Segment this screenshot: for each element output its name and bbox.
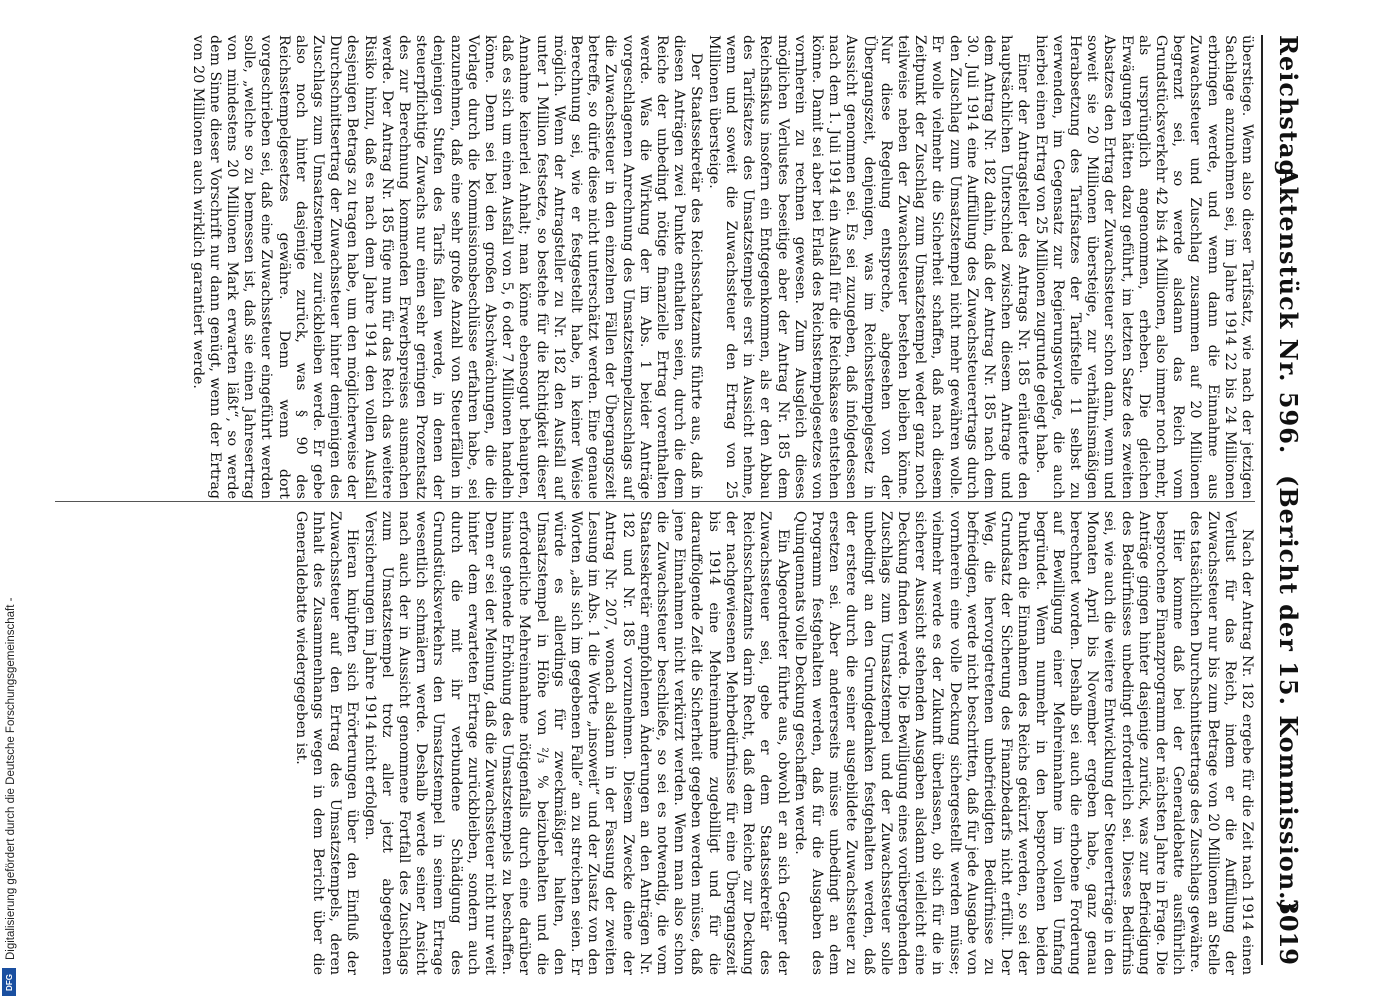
page-header — [1261, 35, 1309, 965]
paragraph: Der Staatssekretär des Reichsschatzamts führte aus, daß in diesen Anträgen zwei Punkte enthalten seien, durch die dem Reiche der unbedingt nötige finanzielle Ertrag vorenthalten werde. Was die Wirkung der im Abs. 1 beider Anträge vorgeschlagenen Anrechnung des Umsatzstempelzuschlags auf die Zuwachssteuer in den einzelnen Fällen der Übergangszeit betreffe, so dürfe diese nicht unterschätzt werden. Eine genaue Berechnung sei, wie er festgestellt habe, in keiner Weise möglich. Wenn der Antragsteller zu Nr. 182 den Ausfall auf unter 1 Million festsetze, so bestehe für die Richtigkeit dieser Annahme keinerlei Anhalt; man könne ebensogut behaupten, daß es sich um einen Ausfall von 5, 6 oder 7 Millionen handeln könne. Denn sei bei den großen Abschwächungen, die die Vorlage durch die Kommissionsbeschlüsse erfahren habe, sei anzunehmen, daß eine sehr große Anzahl von Steuerfällen in denjenigen Stufen des Tarifs fallen werde, in denen der steuerpflichtige Zuwachs nur einen sehr geringen Prozentsatz des zur Berechnung kommenden Erwerbspreises ausmachen werde. Der Antrag Nr. 185 füge nun für das Reich das weitere Risiko hinzu, daß es nach dem Jahre 1914 den vollen Ausfall desjenigen Betrags zu tragen habe, um den möglicherweise der Durchschnittsertrag der Zuwachssteuer hinter demjenigen des Zuschlags zum Umsatzstempel zurückbleiben werde. Er gebe also noch hinter dasjenige zurück, was § 90 des Reichsstempelgesetzes gewähre. Denn wenn dort vorgeschrieben sei, daß eine Zuwachssteuer eingeführt werden solle, „welche so zu bemessen ist, daß sie einen Jahresertrag von mindestens 20 Millionen Mark erwarten läßt“, so werde dem Sinne dieser Vorschrift nur dann genügt, wenn der Ertrag von 20 Millionen auch wirklich garantiert werde. — [189, 35, 705, 499]
right-column — [292, 511, 1255, 975]
header-chamber: Reichstag. — [1274, 35, 1303, 187]
header-report-title: (Bericht der 15. Kommission.) — [1274, 475, 1303, 913]
paragraph: Hieran knüpften sich Erörterungen über den Einfluß der Zuwachssteuer auf den Ertrag des Umsatzstempels, deren Inhalt des Zusammenhangs wegen in dem Bericht über die Generaldebatte wiedergegeben ist. — [292, 511, 361, 975]
page-number: 3019 — [1274, 898, 1303, 965]
paragraph: überstiege. Wenn also dieser Tarifsatz, wie nach der jetzigen Sachlage anzunehmen sei, im Jahre 1914 22 bis 24 Millionen erbringen werde, und wenn dann die Einnahme aus Zuwachssteuer und Zuschlag zusammen auf 20 Millionen begrenzt sei, so werde alsdann das Reich vom Grundstücksverkehr 42 bis 44 Millionen, also immer noch mehr, als ursprünglich angenommen, erheben. Die gleichen Erwägungen hätten dazu geführt, im letzten Satze des zweiten Absatzes den Ertrag der Zuwachssteuer schon dann, wenn und soweit sie 20 Millionen übersteige, zur verhältnismäßigen Herabsetzung des Tarifsatzes der Tarifstelle 11 selbst zu verwenden, im Gegensatz zur Regierungsvorlage, die auch hierbei einen Ertrag von 25 Millionen zugrunde gelegt habe. — [1032, 35, 1255, 499]
dfg-logo — [2, 968, 16, 996]
paragraph: Nach der Antrag Nr. 182 ergebe für die Zeit nach 1914 einen Verlust für das Reich, indem er die Auffüllung der Zuwachssteuer nur bis zum Betrage von 20 Millionen an Stelle des tatsächlichen Durchschnittsertrags des Zuschlags gewähre. — [1187, 511, 1255, 975]
paragraph: Einer der Antragsteller des Antrags Nr. 185 erläuterte den hauptsächlichen Unterschied zwischen diesem Antrage und dem Antrag Nr. 182 dahin, daß der Antrag Nr. 185 nach dem 30. Juli 1914 eine Auffüllung des Zuwachssteuerertrags durch den Zuschlag zum Umsatzstempel nicht mehr gewähren wolle. Er wolle vielmehr die Sicherheit schaffen, daß nach diesem Zeitpunkt der Zuschlag zum Umsatzstempel weder ganz noch teilweise neben der Zuwachssteuer bestehen bleiben könne. Nur diese Regelung entspreche, abgesehen von der Übergangszeit, denjenigen, was im Reichsstempelgesetz in Aussicht genommen sei. Es sei zuzugeben, daß infolgedessen nach dem 1. Juli 1914 ein Ausfall für die Reichskasse entstehen könne. Damit sei aber bei Erlaß des Reichsstempelgesetzes von vornherein zu rechnen gewesen. Zum Ausgleich dieses möglichen Verlustes beseitige aber der Antrag Nr. 185 dem Reichsfiskus insofern ein Entgegenkommen, als er den Abbau des Tarifsatzes des Umsatzstempels erst in Aussicht nehme, wenn und soweit die Zuwachssteuer den Ertrag von 25 Millionen übersteige. — [705, 35, 1032, 499]
header-document-number: Aktenstück Nr. 596. — [1274, 167, 1303, 455]
credit-text: Digitalisierung gefördert durch die Deutsche Forschungsgemeinschaft - — [5, 597, 17, 960]
paragraph: Ein Abgeordneter führte aus, obwohl er an sich Gegner der Zuwachssteuer sei, gebe er dem Staatssekretär des Reichsschatzamts darin Recht, daß dem Reiche zur Deckung der nachgewiesenen Mehrbedürfnisse für eine Übergangszeit bis 1914 eine Mehreinnahme zugebilligt und für die darauffolgende Zeit die Sicherheit gegeben werden müsse, daß jene Einnahmen nicht verkürzt werden. Wenn man also schon die Zuwachssteuer beschließe, so sei es notwendig, die vom Staatssekretär empfohlenen Änderungen an den Anträgen Nr. 182 und Nr. 185 vorzunehmen. Diesem Zwecke diene der Antrag Nr. 207, wonach alsdann in der Fassung der zweiten Lesung im Abs. 1 die Worte „insoweit“ und der Zusatz von den Worten „als sich im gegebenen Falle“ an zu streichen seien. Er würde es allerdings für zweckmäßiger halten, den Umsatzstempel in Höhe von ²/₃ % beizubehalten und die erforderliche Mehreinnahme nötigenfalls durch eine darüber hinaus gehende Erhöhung des Umsatzstempels zu beschaffen. Denn er sei der Meinung, daß die Zuwachssteuer nicht nur weit hinter dem erwarteten Ertrage zurückbleiben, sondern auch durch die mit ihr verbundene Schädigung des Grundstücksverkehrs den Umsatzstempel in seinem Ertrage wesentlich schmälern werde. Deshalb werde seiner Ansicht nach auch der in Aussicht genommene Fortfall des Zuschlags zum Umsatzstempel trotz aller jetzt abgegebenen Versicherungen im Jahre 1914 nicht erfolgen. — [361, 511, 791, 975]
dfg-logo-text: DFG — [4, 973, 14, 991]
left-column — [188, 35, 1255, 499]
digitization-credit — [3, 0, 25, 1000]
document-page — [29, 0, 1317, 1000]
column-divider — [55, 501, 1255, 502]
paragraph: Hier komme daß bei der Generaldebatte ausführlich besprochene Finanzprogramm der nächsten Jahre in Frage. Die Anträge gingen hinter dasjenige zurück, was zur Befriedigung des Bedürfnisses unbedingt erforderlich sei. Dieses Bedürfnis sei, wie auch die weitere Entwicklung der Steuererträge in den Monaten April bis November ergeben habe, ganz genau berechnet worden. Deshalb sei auch die erhobene Forderung auf Bewilligung einer Mehreinnahme im vollen Umfang begründet. Wenn nunmehr in den besprochenen beiden Punkten die Einnahmen des Reichs gekürzt werden, so sei der Grundsatz der Sicherung des Finanzbedarfs nicht erfüllt. Der Weg, die hervorgetretenen unbefriedigten Bedürfnisse zu befriedigen, werde nicht beschritten, daß für jede Ausgabe von vornherein eine volle Deckung sichergestellt werden müsse; vielmehr werde es der Zukunft überlassen, ob sich für die in sicherer Aussicht stehenden Ausgaben alsdann vielleicht eine Deckung finden werde. Die Bewilligung eines vorübergehenden Zuschlags zum Umsatzstempel und der Zuwachssteuer solle unbedingt an den Grundgedanken festgehalten werden, daß der erstere durch die seiner ausgebildete Zuwachssteuer zu ersetzen sei. Aber andererseits müsse unbedingt an dem Programm festgehalten werden, daß für die Ausgaben des Quinquennats volle Deckung geschaffen werde. — [791, 511, 1187, 975]
